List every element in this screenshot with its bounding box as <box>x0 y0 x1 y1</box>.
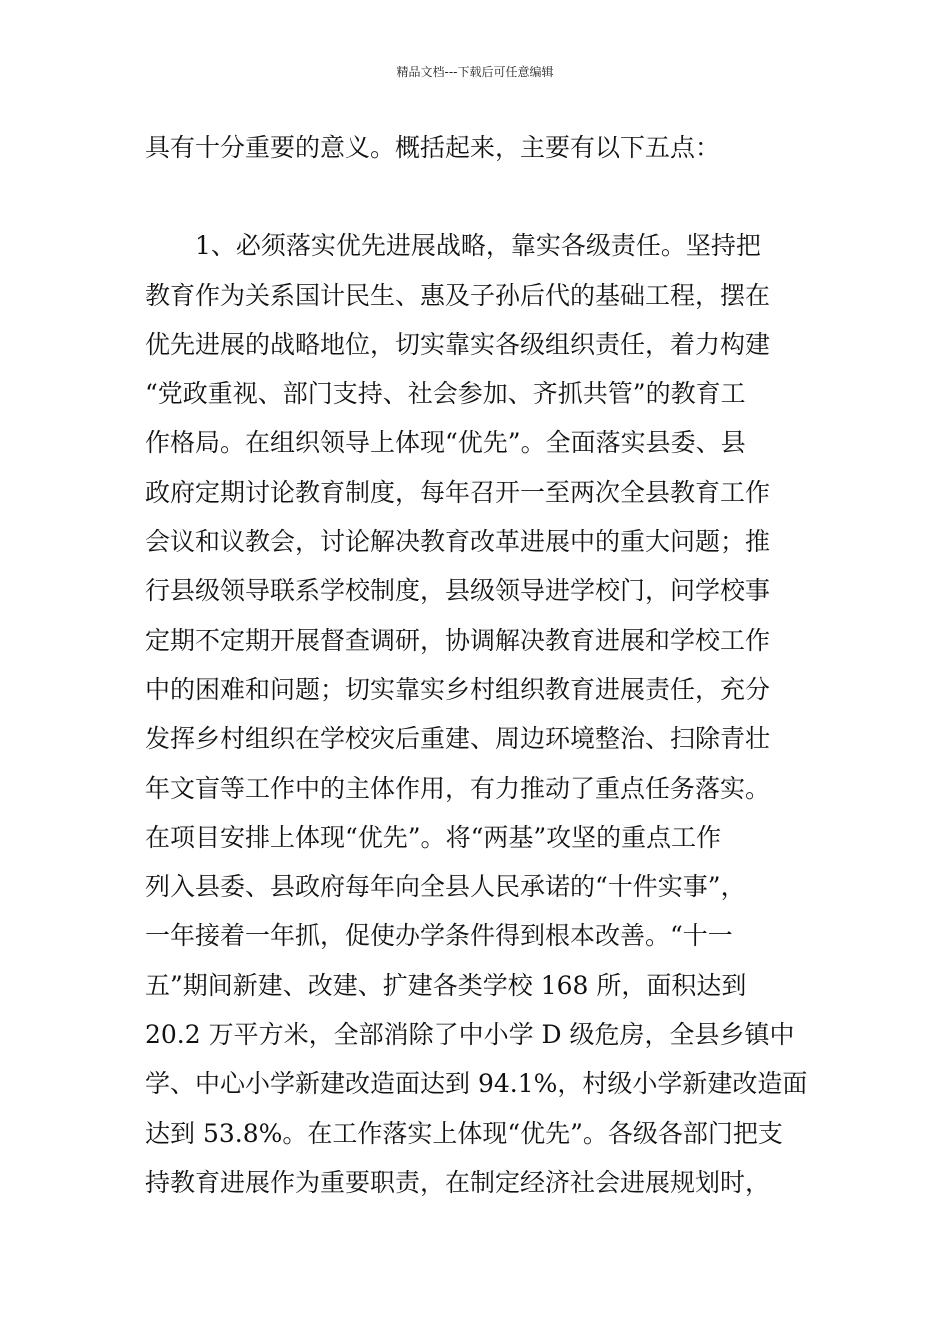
text-line: 一年接着一年抓，促使办学条件得到根本改善。“十一 <box>145 921 733 951</box>
text-line: 达到 53.8%。在工作落实上体现“优先”。各级各部门把支 <box>145 1118 783 1148</box>
text-line: 优先进展的战略地位，切实靠实各级组织责任，着力构建 <box>145 329 771 359</box>
text-line: 在项目安排上体现“优先”。将“两基”攻坚的重点工作 <box>145 822 722 852</box>
text-line: 1、必须落实优先进展战略，靠实各级责任。坚持把 <box>195 231 761 261</box>
text-line: 教育作为关系国计民生、惠及子孙后代的基础工程，摆在 <box>145 280 771 310</box>
text-line: 定期不定期开展督查调研，协调解决教育进展和学校工作 <box>145 625 771 655</box>
text-line: 发挥乡村组织在学校灾后重建、周边环境整治、扫除青壮 <box>145 724 771 754</box>
page-header: 精品文档---下载后可任意编辑 <box>396 65 554 79</box>
text-line: 列入县委、县政府每年向全县人民承诺的“十件实事”， <box>145 872 746 902</box>
text-line: 行县级领导联系学校制度，县级领导进学校门，问学校事 <box>145 576 771 606</box>
text-line: 年文盲等工作中的主体作用，有力推动了重点任务落实。 <box>145 773 771 803</box>
text-line: “党政重视、部门支持、社会参加、齐抓共管”的教育工 <box>145 379 746 409</box>
text-line: 具有十分重要的意义。概括起来，主要有以下五点： <box>145 133 721 162</box>
text-line: 五”期间新建、改建、扩建各类学校 168 所，面积达到 <box>145 970 747 1000</box>
text-line: 持教育进展作为重要职责，在制定经济社会进展规划时， <box>145 1167 771 1197</box>
text-line: 会议和议教会，讨论解决教育改革进展中的重大问题；推 <box>145 527 771 557</box>
text-line: 学、中心小学新建改造面达到 94.1%，村级小学新建改造面 <box>145 1069 808 1099</box>
text-line: 中的困难和问题；切实靠实乡村组织教育进展责任，充分 <box>145 674 771 704</box>
document-body <box>145 130 815 1214</box>
text-line: 20.2 万平方米，全部消除了中小学 D 级危房，全县乡镇中 <box>145 1020 795 1050</box>
text-line: 政府定期讨论教育制度，每年召开一至两次全县教育工作 <box>145 477 771 507</box>
text-line: 作格局。在组织领导上体现“优先”。全面落实县委、县 <box>145 428 746 458</box>
